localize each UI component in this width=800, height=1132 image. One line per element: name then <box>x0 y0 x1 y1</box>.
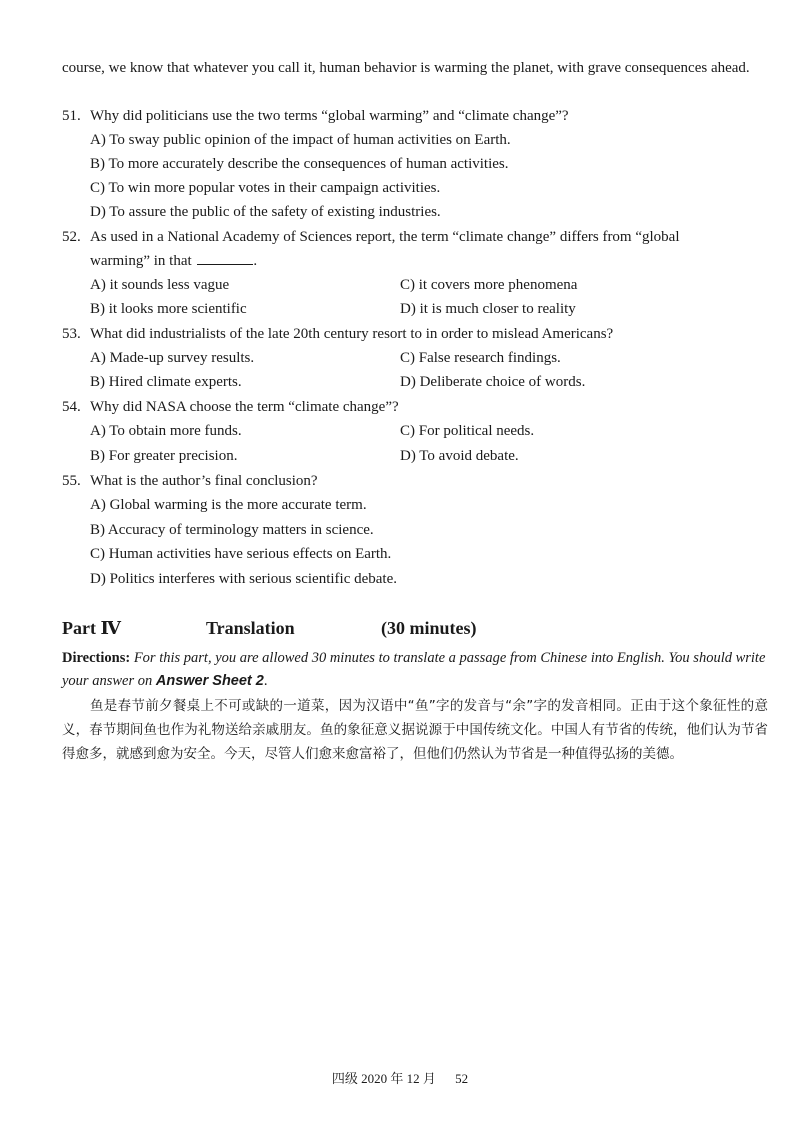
question-stem-continued: warming” in that <box>90 253 192 269</box>
directions-label: Directions: <box>62 650 131 666</box>
passage-ending: course, we know that whatever you call it, human behavior is warming the planet, with grave consequences ahead. <box>62 60 750 76</box>
option-d: D) To avoid debate. <box>400 448 519 464</box>
page-footer <box>0 1068 800 1087</box>
question-stem: Why did politicians use the two terms “global warming” and “climate change”? <box>90 108 569 124</box>
question-55 <box>62 469 770 493</box>
option-d: D) Deliberate choice of words. <box>400 374 586 390</box>
question-stem: What did industrialists of the late 20th century resort to in order to mislead Americans? <box>90 326 614 342</box>
part-label: Part Ⅳ <box>62 618 121 638</box>
question-53 <box>62 322 770 346</box>
option-a: A) To sway public opinion of the impact of human activities on Earth. <box>90 132 511 148</box>
question-number: 51. <box>62 108 81 124</box>
question-51 <box>62 104 770 128</box>
question-number: 54. <box>62 399 81 415</box>
option-c: C) For political needs. <box>400 423 535 439</box>
question-number: 52. <box>62 229 81 245</box>
option-b: B) Accuracy of terminology matters in science. <box>90 522 374 538</box>
option-d: D) it is much closer to reality <box>400 301 576 317</box>
option-d: D) To assure the public of the safety of existing industries. <box>90 204 441 220</box>
option-a: A) To obtain more funds. <box>90 423 242 439</box>
option-c: C) Human activities have serious effects on Earth. <box>90 546 392 562</box>
option-a: A) Global warming is the more accurate term. <box>90 497 367 513</box>
translation-passage: 鱼是春节前夕餐桌上不可或缺的一道菜，因为汉语中“鱼”字的发音与“余”字的发音相同。正由于这个象征性的意义，春节期间鱼也作为礼物送给亲戚朋友。鱼的象征意义据说源于中国传统文化。中国人有节省的传统，他们认为节省得愈多，就感到愈为安全。今天，尽管人们愈来愈富裕了，但他们仍然认为节省是一种值得弘扬的美德。 <box>62 698 768 762</box>
option-a: A) it sounds less vague <box>90 277 230 293</box>
option-b: B) For greater precision. <box>90 448 238 464</box>
answer-sheet-label: Answer Sheet 2 <box>155 673 264 689</box>
directions-period: . <box>263 673 268 689</box>
question-54 <box>62 395 770 419</box>
question-number: 55. <box>62 473 81 489</box>
option-d: D) Politics interferes with serious scientific debate. <box>90 571 397 587</box>
question-52 <box>62 225 770 273</box>
option-c: C) it covers more phenomena <box>400 277 578 293</box>
directions <box>62 647 768 693</box>
exam-label: 四级 2020 年 12 月 <box>331 1071 436 1086</box>
option-b: B) it looks more scientific <box>90 301 247 317</box>
option-c: C) To win more popular votes in their campaign activities. <box>90 180 441 196</box>
answer-blank <box>197 250 253 265</box>
question-stem: Why did NASA choose the term “climate change”? <box>90 399 399 415</box>
option-b: B) Hired climate experts. <box>90 374 242 390</box>
page-number: 52 <box>455 1071 469 1086</box>
stem-period: . <box>253 253 258 269</box>
question-stem: What is the author’s final conclusion? <box>90 473 318 489</box>
option-b: B) To more accurately describe the consequences of human activities. <box>90 156 509 172</box>
directions-text: For this part, you are allowed 30 minutes to translate a passage from Chinese into English. You should write your answer on <box>62 650 766 689</box>
option-c: C) False research findings. <box>400 350 561 366</box>
part-time: (30 minutes) <box>381 618 477 638</box>
question-stem: As used in a National Academy of Sciences report, the term “climate change” differs from “global <box>90 229 680 245</box>
option-a: A) Made-up survey results. <box>90 350 255 366</box>
question-number: 53. <box>62 326 81 342</box>
part-title: Translation <box>206 618 295 638</box>
